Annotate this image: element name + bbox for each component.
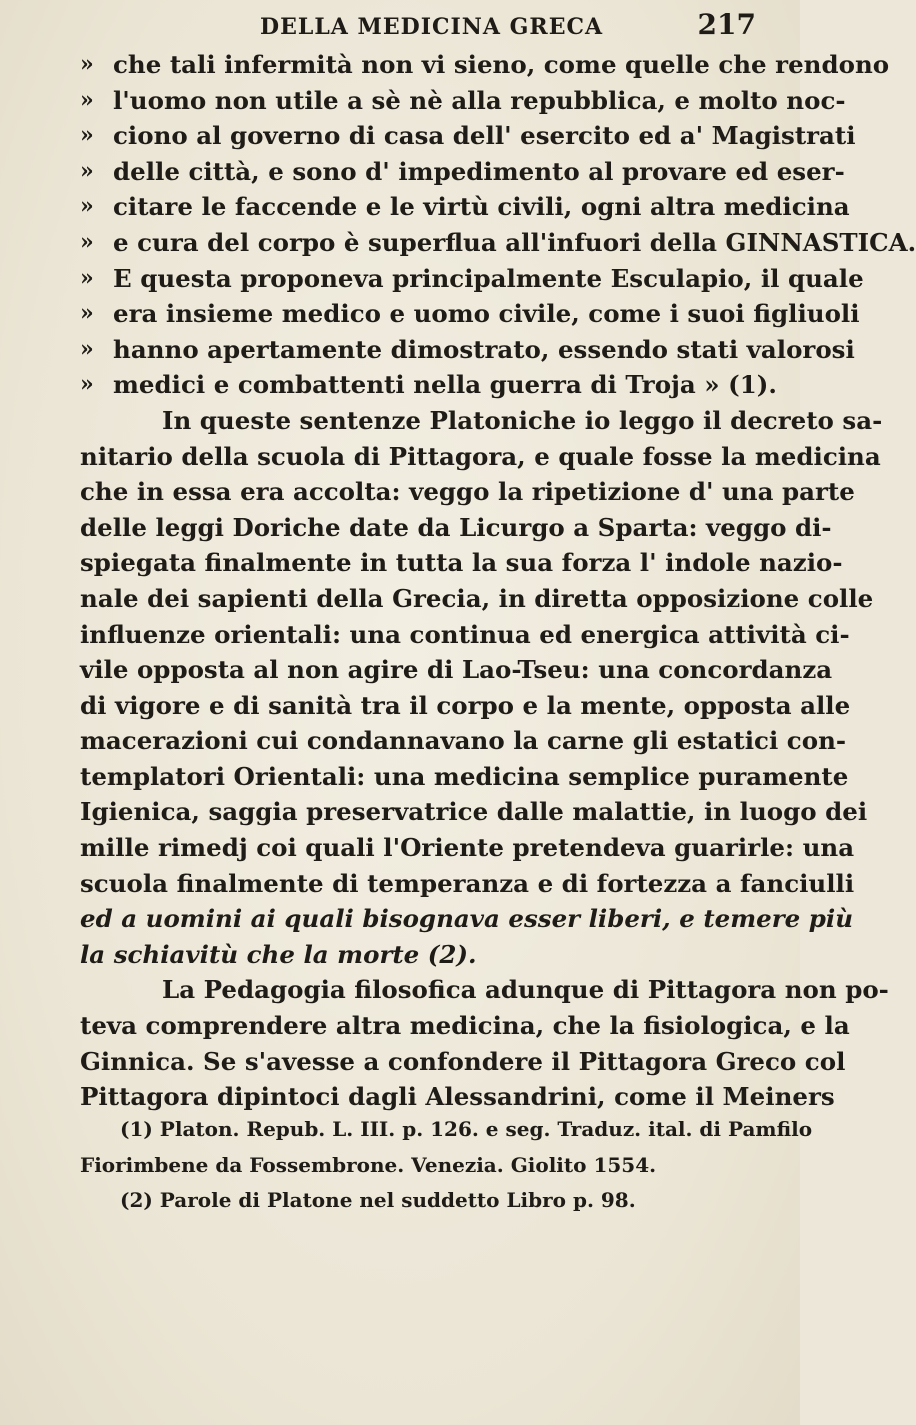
text-line: La Pedagogia filosofica adunque di Pittagora non po- <box>162 975 889 1005</box>
text-line: teva comprendere altra medicina, che la fisiologica, e la <box>80 1011 850 1041</box>
text-line: di vigore e di sanità tra il corpo e la mente, opposta alle <box>80 690 851 720</box>
text-line: templatori Orientali: una medicina semplice puramente <box>80 761 849 791</box>
quote-line: » e cura del corpo è superflua all'infuori della GINNASTICA. <box>80 225 760 261</box>
text-line: ed a uomini ai quali bisognava esser liberi, e temere più <box>80 904 854 934</box>
text-line: In queste sentenze Platoniche io leggo il decreto sa- <box>162 405 883 435</box>
page-number: 217 <box>697 8 756 41</box>
quote-line: » che tali infermità non vi sieno, come quelle che rendono <box>80 47 760 83</box>
text-line: nale dei sapienti della Grecia, in diretta opposizione colle <box>80 583 874 613</box>
text-line: la schiavitù che la morte (2). <box>80 939 477 969</box>
footnote-line: (1) Platon. Repub. L. III. p. 126. e seg. Traduz. ital. di Pamfilo <box>120 1117 813 1141</box>
text-line: vile opposta al non agire di Lao-Tseu: una concordanza <box>80 655 833 685</box>
page-header <box>260 6 780 46</box>
text-line: macerazioni cui condannavano la carne gli estatici con- <box>80 726 847 756</box>
quote-mark: » <box>80 122 94 149</box>
quote-mark: » <box>80 193 94 220</box>
quote-line: » E questa proponeva principalmente Esculapio, il quale <box>80 261 760 297</box>
main-text <box>80 47 916 1115</box>
quote-mark: » <box>80 157 94 184</box>
footnote-line: Fiorimbene da Fossembrone. Venezia. Giolito 1554. <box>80 1152 657 1177</box>
quotation-block <box>80 47 916 403</box>
quote-line: » medici e combattenti nella guerra di Troja » (1). <box>80 367 760 403</box>
paragraph <box>80 972 889 1114</box>
text-line: spiegata finalmente in tutta la sua forza l' indole nazio- <box>80 548 843 578</box>
footnote-line: (2) Parole di Platone nel suddetto Libro p. 98. <box>120 1188 636 1213</box>
text-line: influenze orientali: una continua ed energica attività ci- <box>80 619 850 649</box>
paragraph <box>80 403 883 973</box>
text-line: Ginnica. Se s'avesse a confondere il Pittagora Greco col <box>80 1046 846 1076</box>
quote-mark: » <box>80 264 94 291</box>
text-line: Igienica, saggia preservatrice dalle malattie, in luogo dei <box>80 797 868 827</box>
text-line: che in essa era accolta: veggo la ripetizione d' una parte <box>80 477 855 507</box>
quote-line: » ciono al governo di casa dell' esercito ed a' Magistrati <box>80 118 760 154</box>
text-line: nitario della scuola di Pittagora, e quale fosse la medicina <box>80 441 881 471</box>
quote-mark: » <box>80 51 94 77</box>
text-line: delle leggi Doriche date da Licurgo a Sparta: veggo di- <box>80 512 832 542</box>
quote-line: » delle città, e sono d' impedimento al provare ed eser- <box>80 154 760 190</box>
quote-mark: » <box>80 228 94 255</box>
quote-line: » hanno apertamente dimostrato, essendo stati valorosi <box>80 332 760 368</box>
quote-mark: » <box>80 300 94 327</box>
quote-mark: » <box>80 335 94 362</box>
text-line: mille rimedj coi quali l'Oriente pretendeva guarirle: una <box>80 833 855 863</box>
quote-line: » citare le faccende e le virtù civili, ogni altra medicina <box>80 189 760 225</box>
quote-mark: » <box>80 371 94 398</box>
text-line: Pittagora dipintoci dagli Alessandrini, come il Meiners <box>80 1082 835 1112</box>
quote-mark: » <box>80 86 94 113</box>
quote-line: » era insieme medico e uomo civile, come i suoi figliuoli <box>80 296 760 332</box>
quote-line: » l'uomo non utile a sè nè alla repubblica, e molto noc- <box>80 83 760 119</box>
text-line: scuola finalmente di temperanza e di fortezza a fanciulli <box>80 868 855 898</box>
running-title: DELLA MEDICINA GRECA <box>260 14 604 40</box>
footnotes <box>80 1113 813 1220</box>
